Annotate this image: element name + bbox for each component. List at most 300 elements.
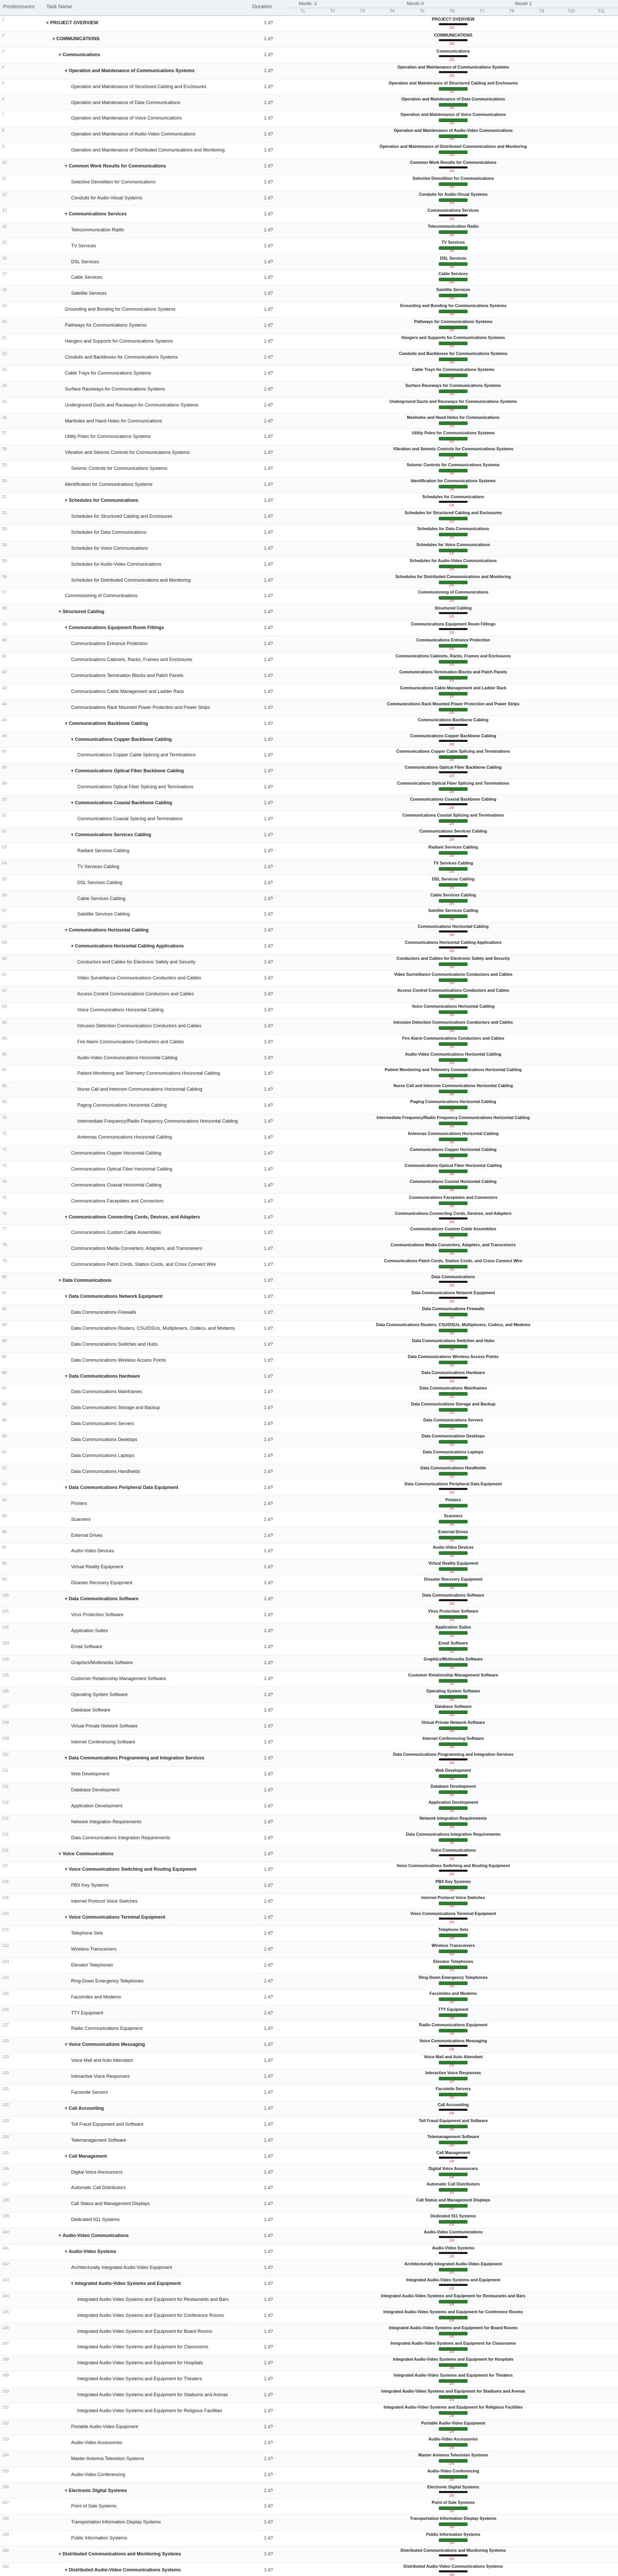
task-row[interactable]: [0, 1878, 618, 1894]
task-name[interactable]: [59, 1851, 242, 1857]
task-name[interactable]: [71, 2010, 242, 2015]
task-duration[interactable]: 1 d?: [264, 402, 273, 408]
task-name[interactable]: [71, 179, 242, 184]
task-duration[interactable]: 1 d?: [264, 67, 273, 73]
task-name[interactable]: [71, 115, 242, 121]
task-duration[interactable]: 1 d?: [264, 1723, 273, 1729]
task-row[interactable]: [0, 509, 618, 525]
task-row[interactable]: [0, 2180, 618, 2196]
task-duration[interactable]: 1 d?: [264, 2153, 273, 2159]
summary-bar[interactable]: [439, 1854, 468, 1856]
task-name[interactable]: [71, 546, 242, 551]
task-name[interactable]: [65, 1294, 242, 1299]
task-duration[interactable]: 1 d?: [264, 2312, 273, 2318]
task-name[interactable]: [71, 1564, 242, 1569]
task-row[interactable]: [0, 764, 618, 779]
task-duration[interactable]: 1 d?: [264, 466, 273, 471]
task-name[interactable]: [77, 864, 242, 869]
task-duration[interactable]: 1 d?: [264, 2233, 273, 2239]
task-name[interactable]: [71, 768, 242, 774]
collapse-chevron-icon[interactable]: ▾: [65, 1484, 67, 1490]
task-duration[interactable]: 1 d?: [264, 1835, 273, 1840]
task-name[interactable]: [71, 2424, 242, 2429]
task-duration[interactable]: 1 d?: [264, 2471, 273, 2477]
task-row[interactable]: [0, 541, 618, 557]
task-name[interactable]: [71, 578, 242, 583]
task-row[interactable]: [0, 779, 618, 795]
task-duration[interactable]: 1 d?: [264, 1787, 273, 1792]
task-name[interactable]: [77, 2408, 242, 2413]
task-duration[interactable]: 1 d?: [264, 2010, 273, 2015]
task-row[interactable]: [0, 2276, 618, 2292]
task-row[interactable]: [0, 875, 618, 891]
collapse-chevron-icon[interactable]: ▾: [65, 2567, 67, 2572]
task-duration[interactable]: 1 d?: [264, 386, 273, 392]
task-name[interactable]: [71, 1405, 242, 1410]
collapse-chevron-icon[interactable]: ▾: [59, 52, 61, 57]
task-row[interactable]: [0, 2149, 618, 2165]
task-name[interactable]: [71, 1533, 242, 1538]
task-name[interactable]: [65, 354, 242, 360]
task-row[interactable]: [0, 955, 618, 971]
task-row[interactable]: [0, 573, 618, 589]
task-duration[interactable]: 1 d?: [264, 1373, 273, 1379]
task-name[interactable]: [71, 227, 242, 232]
task-row[interactable]: [0, 1432, 618, 1448]
task-duration[interactable]: 1 d?: [264, 1182, 273, 1188]
task-row[interactable]: [0, 15, 618, 31]
task-row[interactable]: [0, 2069, 618, 2085]
task-row[interactable]: [0, 1942, 618, 1958]
task-name[interactable]: [71, 737, 242, 742]
task-row[interactable]: [0, 2212, 618, 2228]
task-duration[interactable]: 1 d?: [264, 2360, 273, 2366]
task-name[interactable]: [71, 641, 242, 646]
summary-bar[interactable]: [439, 214, 468, 216]
task-duration[interactable]: 1 d?: [264, 1055, 273, 1060]
task-row[interactable]: [0, 525, 618, 541]
collapse-chevron-icon[interactable]: ▾: [65, 163, 67, 169]
task-row[interactable]: [0, 2292, 618, 2308]
task-name[interactable]: [71, 1644, 242, 1649]
task-name[interactable]: [53, 36, 242, 42]
col-header-task-name[interactable]: Task Name: [46, 4, 73, 10]
task-name[interactable]: [71, 1994, 242, 1999]
task-duration[interactable]: 1 d?: [264, 1771, 273, 1776]
task-name[interactable]: [77, 2376, 242, 2381]
task-name[interactable]: [71, 832, 242, 838]
task-duration[interactable]: 1 d?: [264, 1643, 273, 1649]
task-name[interactable]: [77, 848, 242, 853]
task-name[interactable]: [71, 943, 242, 949]
task-name[interactable]: [71, 1707, 242, 1713]
task-row[interactable]: [0, 1990, 618, 2006]
task-duration[interactable]: 1 d?: [264, 657, 273, 662]
task-duration[interactable]: 1 d?: [264, 625, 273, 631]
task-row[interactable]: [0, 2435, 618, 2451]
collapse-chevron-icon[interactable]: ▾: [46, 20, 49, 25]
task-duration[interactable]: 1 d?: [264, 83, 273, 89]
task-name[interactable]: [65, 2106, 242, 2111]
task-duration[interactable]: 1 d?: [264, 959, 273, 965]
task-duration[interactable]: 1 d?: [264, 1675, 273, 1681]
task-row[interactable]: [0, 2531, 618, 2547]
task-name[interactable]: [71, 2122, 242, 2127]
task-row[interactable]: [0, 684, 618, 700]
task-row[interactable]: [0, 1623, 618, 1639]
task-row[interactable]: [0, 987, 618, 1003]
task-row[interactable]: [0, 2165, 618, 2181]
task-name[interactable]: [77, 1071, 242, 1076]
task-name[interactable]: [71, 514, 242, 519]
task-name[interactable]: [71, 84, 242, 89]
summary-bar[interactable]: [439, 2157, 468, 2159]
task-name[interactable]: [77, 1055, 242, 1060]
task-name[interactable]: [71, 689, 242, 694]
task-name[interactable]: [59, 609, 242, 615]
task-duration[interactable]: 1 d?: [264, 1278, 273, 1283]
task-row[interactable]: [0, 2483, 618, 2499]
task-duration[interactable]: 1 d?: [264, 513, 273, 519]
task-row[interactable]: [0, 1480, 618, 1496]
collapse-chevron-icon[interactable]: ▾: [59, 2233, 61, 2239]
task-name[interactable]: [77, 2329, 242, 2334]
task-duration[interactable]: 1 d?: [264, 800, 273, 806]
task-name[interactable]: [71, 1469, 242, 1474]
task-duration[interactable]: 1 d?: [264, 2105, 273, 2111]
summary-bar[interactable]: [439, 740, 468, 742]
task-name[interactable]: [59, 52, 242, 58]
task-row[interactable]: [0, 827, 618, 843]
task-duration[interactable]: 1 d?: [264, 1294, 273, 1299]
task-duration[interactable]: 1 d?: [264, 1023, 273, 1028]
task-name[interactable]: [65, 402, 242, 408]
task-name[interactable]: [77, 1007, 242, 1012]
task-duration[interactable]: 1 d?: [264, 1230, 273, 1235]
task-row[interactable]: [0, 1321, 618, 1337]
task-name[interactable]: [65, 593, 242, 598]
task-duration[interactable]: 1 d?: [264, 991, 273, 996]
collapse-chevron-icon[interactable]: ▾: [71, 832, 74, 837]
task-duration[interactable]: 1 d?: [264, 2519, 273, 2525]
task-duration[interactable]: 1 d?: [264, 2408, 273, 2413]
task-row[interactable]: [0, 795, 618, 811]
task-row[interactable]: [0, 429, 618, 445]
task-duration[interactable]: 1 d?: [264, 577, 273, 583]
task-row[interactable]: [0, 939, 618, 955]
collapse-chevron-icon[interactable]: ▾: [65, 2042, 67, 2047]
task-name[interactable]: [71, 1819, 242, 1824]
task-row[interactable]: [0, 1926, 618, 1942]
task-row[interactable]: [0, 1050, 618, 1066]
task-duration[interactable]: 1 d?: [264, 1532, 273, 1538]
task-duration[interactable]: 1 d?: [264, 2169, 273, 2175]
task-row[interactable]: [0, 366, 618, 382]
task-name[interactable]: [65, 1755, 242, 1761]
task-row[interactable]: [0, 1751, 618, 1767]
task-name[interactable]: [71, 1342, 242, 1347]
task-name[interactable]: [71, 1580, 242, 1585]
summary-bar[interactable]: [439, 724, 468, 726]
task-duration[interactable]: 1 d?: [264, 2185, 273, 2191]
task-name[interactable]: [59, 1278, 242, 1283]
collapse-chevron-icon[interactable]: ▾: [53, 36, 55, 41]
task-row[interactable]: [0, 1146, 618, 1162]
task-duration[interactable]: 1 d?: [264, 1309, 273, 1315]
task-row[interactable]: [0, 318, 618, 334]
task-duration[interactable]: 1 d?: [264, 2551, 273, 2557]
task-name[interactable]: [65, 386, 242, 392]
collapse-chevron-icon[interactable]: ▾: [71, 800, 74, 806]
col-header-predecessors[interactable]: Predecessors: [3, 4, 35, 10]
task-duration[interactable]: 1 d?: [264, 2264, 273, 2270]
task-duration[interactable]: 1 d?: [264, 227, 273, 232]
task-name[interactable]: [77, 991, 242, 996]
task-duration[interactable]: 1 d?: [264, 1150, 273, 1156]
task-name[interactable]: [71, 1676, 242, 1681]
task-row[interactable]: [0, 175, 618, 191]
task-row[interactable]: [0, 2355, 618, 2371]
task-row[interactable]: [0, 47, 618, 63]
task-name[interactable]: [65, 211, 242, 217]
task-row[interactable]: [0, 1735, 618, 1751]
collapse-chevron-icon[interactable]: ▾: [65, 2487, 67, 2493]
task-duration[interactable]: 1 d?: [264, 1803, 273, 1808]
task-row[interactable]: [0, 398, 618, 414]
task-row[interactable]: [0, 716, 618, 732]
task-duration[interactable]: 1 d?: [264, 1357, 273, 1363]
task-row[interactable]: [0, 302, 618, 318]
collapse-chevron-icon[interactable]: ▾: [65, 211, 67, 216]
summary-bar[interactable]: [439, 2109, 468, 2111]
task-duration[interactable]: 1 d?: [264, 2535, 273, 2541]
collapse-chevron-icon[interactable]: ▾: [65, 720, 67, 726]
task-name[interactable]: [77, 1087, 242, 1092]
task-row[interactable]: [0, 2244, 618, 2260]
task-name[interactable]: [59, 2233, 242, 2239]
collapse-chevron-icon[interactable]: ▾: [59, 1278, 61, 1283]
task-duration[interactable]: 1 d?: [264, 243, 273, 248]
task-name[interactable]: [71, 275, 242, 280]
task-name[interactable]: [71, 1310, 242, 1315]
task-name[interactable]: [71, 1326, 242, 1331]
task-row[interactable]: [0, 1687, 618, 1703]
summary-bar[interactable]: [439, 1217, 468, 1219]
task-duration[interactable]: 1 d?: [264, 2121, 273, 2127]
task-name[interactable]: [77, 2344, 242, 2349]
task-name[interactable]: [71, 2519, 242, 2524]
task-row[interactable]: [0, 255, 618, 270]
task-row[interactable]: [0, 700, 618, 716]
task-duration[interactable]: 1 d?: [264, 879, 273, 885]
task-name[interactable]: [71, 1962, 242, 1968]
task-name[interactable]: [77, 816, 242, 821]
task-duration[interactable]: 1 d?: [264, 1484, 273, 1490]
task-row[interactable]: [0, 1862, 618, 1878]
task-name[interactable]: [65, 163, 242, 169]
task-duration[interactable]: 1 d?: [264, 163, 273, 169]
task-name[interactable]: [77, 911, 242, 917]
task-name[interactable]: [71, 1437, 242, 1442]
collapse-chevron-icon[interactable]: ▾: [65, 1914, 67, 1920]
task-row[interactable]: [0, 1799, 618, 1815]
task-row[interactable]: [0, 2006, 618, 2022]
task-name[interactable]: [71, 2170, 242, 2175]
task-row[interactable]: [0, 2467, 618, 2483]
task-name[interactable]: [71, 2138, 242, 2143]
task-duration[interactable]: 1 d?: [264, 832, 273, 837]
task-duration[interactable]: 1 d?: [264, 943, 273, 949]
task-row[interactable]: [0, 1369, 618, 1385]
task-duration[interactable]: 1 d?: [264, 1659, 273, 1665]
task-row[interactable]: [0, 1098, 618, 1114]
task-row[interactable]: [0, 2117, 618, 2133]
task-row[interactable]: [0, 1353, 618, 1369]
task-row[interactable]: [0, 1671, 618, 1687]
task-duration[interactable]: 1 d?: [264, 338, 273, 344]
task-duration[interactable]: 1 d?: [264, 736, 273, 742]
task-name[interactable]: [71, 2472, 242, 2477]
task-name[interactable]: [77, 1039, 242, 1044]
task-row[interactable]: [0, 1225, 618, 1241]
task-duration[interactable]: 1 d?: [264, 2328, 273, 2334]
task-name[interactable]: [71, 291, 242, 296]
task-duration[interactable]: 1 d?: [264, 895, 273, 901]
task-duration[interactable]: 1 d?: [264, 2487, 273, 2493]
task-duration[interactable]: 1 d?: [264, 1899, 273, 1904]
task-row[interactable]: [0, 63, 618, 79]
task-row[interactable]: [0, 223, 618, 239]
task-row[interactable]: [0, 1162, 618, 1178]
task-row[interactable]: [0, 1974, 618, 1990]
task-name[interactable]: [65, 721, 242, 726]
task-duration[interactable]: 1 d?: [264, 1691, 273, 1697]
collapse-chevron-icon[interactable]: ▾: [71, 2280, 74, 2286]
task-name[interactable]: [77, 959, 242, 964]
task-duration[interactable]: 1 d?: [264, 1262, 273, 1267]
summary-bar[interactable]: [439, 2045, 468, 2047]
task-name[interactable]: [71, 2535, 242, 2540]
task-row[interactable]: [0, 461, 618, 477]
task-name[interactable]: [77, 2392, 242, 2397]
task-duration[interactable]: 1 d?: [264, 1087, 273, 1092]
task-duration[interactable]: 1 d?: [264, 1453, 273, 1458]
task-duration[interactable]: 1 d?: [264, 1198, 273, 1204]
task-duration[interactable]: 1 d?: [264, 816, 273, 821]
summary-bar[interactable]: [439, 39, 468, 41]
task-row[interactable]: [0, 1831, 618, 1846]
task-row[interactable]: [0, 1384, 618, 1400]
task-duration[interactable]: 1 d?: [264, 720, 273, 726]
task-duration[interactable]: 1 d?: [264, 450, 273, 455]
task-name[interactable]: [71, 2058, 242, 2063]
task-row[interactable]: [0, 1019, 618, 1035]
task-row[interactable]: [0, 1305, 618, 1321]
task-row[interactable]: [0, 95, 618, 111]
task-row[interactable]: [0, 1894, 618, 1910]
task-duration[interactable]: 1 d?: [264, 2058, 273, 2063]
task-name[interactable]: [65, 418, 242, 423]
task-name[interactable]: [65, 434, 242, 439]
task-name[interactable]: [77, 784, 242, 789]
task-name[interactable]: [71, 243, 242, 248]
task-row[interactable]: [0, 1639, 618, 1655]
task-duration[interactable]: 1 d?: [264, 211, 273, 216]
task-name[interactable]: [71, 100, 242, 105]
task-row[interactable]: [0, 1655, 618, 1671]
col-header-duration[interactable]: Duration: [252, 4, 272, 10]
summary-bar[interactable]: [439, 771, 468, 773]
task-row[interactable]: [0, 652, 618, 668]
task-duration[interactable]: 1 d?: [264, 1930, 273, 1936]
task-duration[interactable]: 1 d?: [264, 1914, 273, 1920]
task-name[interactable]: [71, 1899, 242, 1904]
task-row[interactable]: [0, 2228, 618, 2244]
task-row[interactable]: [0, 636, 618, 652]
task-duration[interactable]: 1 d?: [264, 498, 273, 503]
summary-bar[interactable]: [439, 1870, 468, 1872]
task-name[interactable]: [65, 482, 242, 487]
task-name[interactable]: [71, 562, 242, 567]
task-duration[interactable]: 1 d?: [264, 1516, 273, 1522]
collapse-chevron-icon[interactable]: ▾: [65, 1214, 67, 1219]
task-name[interactable]: [71, 1358, 242, 1363]
task-name[interactable]: [71, 466, 242, 471]
task-name[interactable]: [71, 1930, 242, 1936]
task-row[interactable]: [0, 1846, 618, 1862]
task-duration[interactable]: 1 d?: [264, 1389, 273, 1395]
task-duration[interactable]: 1 d?: [264, 1134, 273, 1140]
task-name[interactable]: [65, 1214, 242, 1220]
task-name[interactable]: [71, 2281, 242, 2286]
task-row[interactable]: [0, 1783, 618, 1799]
task-name[interactable]: [71, 1198, 242, 1204]
task-row[interactable]: [0, 1448, 618, 1464]
task-row[interactable]: [0, 1560, 618, 1575]
task-duration[interactable]: 1 d?: [264, 672, 273, 678]
task-duration[interactable]: 1 d?: [264, 1978, 273, 1984]
task-duration[interactable]: 1 d?: [264, 1755, 273, 1761]
task-name[interactable]: [65, 1914, 242, 1920]
task-duration[interactable]: 1 d?: [264, 975, 273, 980]
task-duration[interactable]: 1 d?: [264, 2344, 273, 2350]
task-name[interactable]: [71, 673, 242, 678]
task-name[interactable]: [71, 131, 242, 137]
task-duration[interactable]: 1 d?: [264, 1500, 273, 1506]
task-row[interactable]: [0, 143, 618, 159]
task-duration[interactable]: 1 d?: [264, 2376, 273, 2382]
summary-bar[interactable]: [439, 930, 468, 933]
task-name[interactable]: [71, 2440, 242, 2445]
task-name[interactable]: [71, 1883, 242, 1888]
task-duration[interactable]: 1 d?: [264, 1962, 273, 1968]
task-duration[interactable]: 1 d?: [264, 1214, 273, 1219]
task-row[interactable]: [0, 620, 618, 636]
task-duration[interactable]: 1 d?: [264, 1883, 273, 1888]
task-duration[interactable]: 1 d?: [264, 2503, 273, 2509]
task-row[interactable]: [0, 1210, 618, 1226]
task-row[interactable]: [0, 2101, 618, 2117]
task-row[interactable]: [0, 1003, 618, 1019]
task-row[interactable]: [0, 1257, 618, 1273]
summary-bar[interactable]: [439, 1918, 468, 1920]
task-duration[interactable]: 1 d?: [264, 482, 273, 487]
task-duration[interactable]: 1 d?: [264, 1994, 273, 1999]
task-duration[interactable]: 1 d?: [264, 1580, 273, 1586]
task-row[interactable]: [0, 2260, 618, 2276]
task-duration[interactable]: 1 d?: [264, 323, 273, 328]
task-duration[interactable]: 1 d?: [264, 2439, 273, 2445]
